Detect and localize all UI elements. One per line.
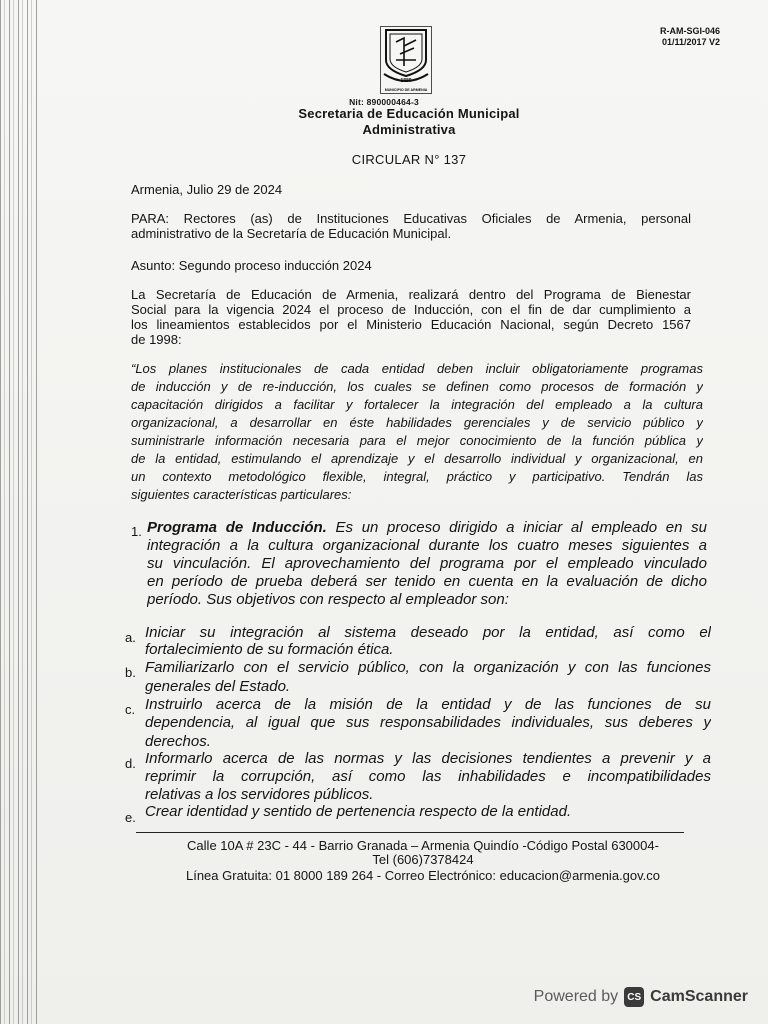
item-line: período. Sus objetivos con respecto al empleador son:: [147, 591, 509, 608]
item-title: Programa de Inducción.: [147, 519, 327, 536]
footer-contact: Línea Gratuita: 01 8000 189 264 - Correo Electrónico: educacion@armenia.gov.co: [185, 868, 661, 883]
footer-address: Calle 10A # 23C - 44 - Barrio Granada – Armenia Quindío -Código Postal 630004-: [187, 838, 659, 853]
camscanner-logo-icon: CS: [624, 987, 644, 1007]
quote-line: de la entidad, estimulando el aprendizaje y el desarrollo individual y organizacional, en: [131, 451, 703, 466]
quote-line: organizacional, a desarrollar en éste habilidades gerenciales y de servicio público y: [131, 415, 703, 430]
form-code-block: [660, 26, 720, 48]
circular-number: CIRCULAR N° 137: [351, 152, 467, 167]
item-first-line: [147, 519, 707, 536]
seal-year: 1889: [400, 78, 412, 84]
intro-line: los lineamientos establecidos por el Ministerio Educación Nacional, según Decreto 1567: [131, 317, 691, 332]
item-line: integración a la cultura organizacional durante los cuatro meses siguientes a: [147, 537, 707, 554]
quote-line: “Los planes institucionales de cada entidad deben incluir obligatoriamente programas: [131, 361, 703, 376]
sub-item-line: fortalecimiento de su formación ética.: [145, 641, 394, 658]
quote-line: de inducción y de re-inducción, los cuales se definen como procesos de formación y: [131, 379, 703, 394]
quote-line: siguientes características particulares:: [131, 487, 352, 502]
recipient-line: PARA: Rectores (as) de Instituciones Educativas Oficiales de Armenia, personal: [131, 211, 691, 226]
municipal-seal-icon: [380, 26, 432, 94]
sub-item-line: dependencia, al igual que sus responsabilidades individuales, sus deberes y: [145, 714, 711, 731]
sub-item-line: generales del Estado.: [145, 678, 291, 695]
sub-item-line: derechos.: [145, 733, 211, 750]
seal-caption: MUNICIPIO DE ARMENIA: [384, 88, 428, 92]
form-date: 01/11/2017 V2: [661, 37, 720, 47]
sub-item-line: relativas a los servidores públicos.: [145, 786, 374, 803]
item-first-text: Es un proceso dirigido a iniciar al empleado en su: [335, 519, 707, 536]
sub-item-line: reprimir la corrupción, así como las inhabilidades e incompatibilidades: [145, 768, 711, 785]
footer-phone: Tel (606)7378424: [372, 852, 474, 867]
nit-number: Nit: 890000464-3: [349, 97, 419, 107]
intro-line: La Secretaría de Educación de Armenia, realizará dentro del Programa de Bienestar: [131, 287, 691, 302]
sub-item-label: b.: [125, 665, 136, 680]
camscanner-brand: CamScanner: [650, 988, 748, 1005]
subject-line: Asunto: Segundo proceso inducción 2024: [131, 258, 372, 273]
intro-line: de 1998:: [131, 332, 182, 347]
item-line: en período de prueba deberá ser tenido en cuenta en la evaluación de dicho: [147, 573, 707, 590]
secretaria-title: Secretaria de Educación Municipal: [298, 106, 520, 121]
powered-by-text: Powered by: [533, 988, 619, 1005]
footer-rule: [136, 832, 684, 833]
camscanner-watermark: [534, 986, 748, 1008]
sub-item-line: Informarlo acerca de las normas y las decisiones tendientes a prevenir y a: [145, 750, 711, 767]
sub-item-line: Iniciar su integración al sistema deseado por la entidad, así como el: [145, 624, 711, 641]
sub-item-label: a.: [125, 630, 136, 645]
item-line: su vinculación. El aprovechamiento del programa por el empleado vinculado: [147, 555, 707, 572]
sub-item-label: d.: [125, 756, 136, 771]
recipient-line: administrativo de la Secretaría de Educación Municipal.: [131, 226, 452, 241]
sub-item-line: Crear identidad y sentido de pertenencia respecto de la entidad.: [145, 803, 572, 820]
item-number: 1.: [131, 524, 142, 539]
intro-line: Social para la vigencia 2024 el proceso de Inducción, con el fin de dar cumplimiento a: [131, 302, 691, 317]
sub-item-line: Familiarizarlo con el servicio público, con la organización y con las funciones: [145, 659, 711, 676]
sub-item-label: c.: [125, 702, 136, 717]
quote-line: suministrarle información necesaria para el mejor conocimiento de la función pública y: [131, 433, 703, 448]
form-code: R-AM-SGI-046: [659, 26, 720, 36]
secretaria-subtitle: Administrativa: [362, 122, 456, 137]
quote-line: capacitación dirigidos a facilitar y fortalecer la integración del empleado a la cultura: [131, 397, 703, 412]
sub-item-label: e.: [125, 810, 136, 825]
sub-item-line: Instruirlo acerca de la misión de la entidad y de las funciones de su: [145, 696, 711, 713]
quote-line: un contexto metodológico flexible, integral, práctico y participativo. Tendrán las: [131, 469, 703, 484]
document-date: Armenia, Julio 29 de 2024: [131, 182, 283, 197]
